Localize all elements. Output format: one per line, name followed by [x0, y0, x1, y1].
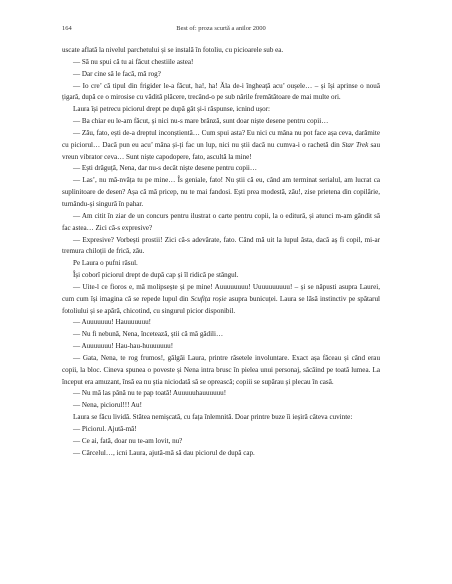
- text-run: — Să nu spui că tu ai făcut chestiile astea!: [73, 57, 194, 66]
- paragraph: [62, 448, 380, 460]
- body-text: [62, 45, 380, 460]
- paragraph: [62, 235, 380, 259]
- text-run: — Nu fi nebună, Nena, încetează, știi că mă gâdili…: [73, 330, 224, 339]
- paragraph: [62, 45, 380, 57]
- page-number: 164: [62, 25, 72, 32]
- paragraph: [62, 175, 380, 211]
- text-run: sau vreun vibrator ceva… Sunt niște capodopere, fato, ascultă la mine!: [62, 140, 380, 161]
- paragraph: [62, 388, 380, 400]
- paragraph: [62, 211, 380, 235]
- text-run: — Nena, piciorul!!! Au!: [73, 401, 142, 410]
- text-run: — Piciorul. Ajută-mă!: [73, 425, 137, 433]
- paragraph: [62, 341, 380, 353]
- paragraph: [62, 424, 380, 436]
- italic-title: Scufița roșie: [190, 294, 227, 303]
- text-run: — Las’, nu mă-nvăța tu pe mine… Îs geniale, fato! Nu știi că eu, când am terminat serialul, am lucrat ca suplinitoare de desen? Așa că mă pricep, nu te mai fandosi. Ești prea modestă, zău!, zise prietena din copilărie, turnându-și singură în pahar.: [62, 176, 380, 208]
- text-run: — Ce ai, fată, doar nu te-am lovit, nu?: [73, 436, 183, 445]
- running-title: Best of: proza scurtă a anilor 2000: [176, 25, 266, 32]
- text-run: — Dar cine să le facă, mă rog?: [73, 69, 161, 78]
- text-run: Își coborî piciorul drept de după cap și îl ridică pe stângul.: [73, 271, 239, 280]
- paragraph: [62, 436, 380, 448]
- text-run: — Nu mă las până nu te pap toată! Auuuuuhauuuuuu!: [73, 389, 227, 398]
- paragraph: [62, 163, 380, 175]
- text-run: uscate aflată la nivelul parchetului și se instală în fotoliu, cu picioarele sub ea.: [62, 46, 284, 54]
- text-run: Laura își petrecu piciorul drept pe după gât și-i răspunse, icnind ușor:: [73, 105, 270, 114]
- page-header: [62, 24, 380, 34]
- paragraph: [62, 128, 380, 164]
- paragraph: [62, 104, 380, 116]
- text-run: — Io cre’ că tipul din frigider le-a făcut, ha!, ha! Ăla de-i îngheață acu’ oușele… – și își aprinse o nouă țigară, după ce o mirosise cu vădită plăcere, trecând-o pe sub nările fremătătoare de mai multe ori.: [62, 81, 380, 102]
- paragraph: [62, 412, 380, 424]
- paragraph: [62, 282, 380, 318]
- paragraph: [62, 57, 380, 69]
- text-run: asupra bunicuței. Laura se lăsă instinctiv pe spătarul fotoliului și se apără, chicotind, cu singurul picior disponibil.: [62, 294, 380, 315]
- italic-title: Star Trek: [341, 140, 369, 149]
- paragraph: [62, 81, 380, 105]
- text-run: — Uite-l ce fioros e, mă molipsește și pe mine! Auuuuuuuu! Uuuuuuuuuu! – și se năpusti asupra Laurei, cum cum își imagina că se repede lupul din: [62, 282, 380, 303]
- paragraph: [62, 353, 380, 389]
- text-run: — Am citit în ziar de un concurs pentru ilustrat o carte pentru copii, la o editură, și atunci m-am gândit să fac astea… Zici că-s expresive?: [62, 211, 380, 232]
- paragraph: [62, 116, 380, 128]
- text-run: — Auuuuuuu! Hauuuuuuu!: [73, 318, 152, 327]
- text-run: — Zău, fato, ești de-a dreptul inconștientă… Cum spui asta? Eu nici cu mâna nu pot face așa ceva, darămite cu piciorul… Dacă pun eu acu’ mâna și-ți fac un lup, nici nu știi dacă nu cumva-i o rachetă din: [62, 128, 380, 149]
- text-run: — Auuuuuuu! Hau-hau-huuuuuuu!: [73, 342, 174, 351]
- text-run: Laura se făcu lividă. Stătea nemișcată, cu fața înlemnită. Doar printre buze îi ieșiră câteva cuvinte:: [73, 413, 353, 422]
- paragraph: [62, 258, 380, 270]
- text-run: — Ba chiar eu le-am făcut, și nici nu-s mare brânză, sunt doar niște desene pentru copii…: [73, 117, 329, 126]
- text-run: — Expresive? Vorbești prostii! Zici că-s adevărate, fato. Când mă uit la lupul ăsta, dacă aș fi copil, mi-ar tremura chiloții de frică, zău.: [62, 235, 380, 256]
- paragraph: [62, 317, 380, 329]
- text-run: — Gata, Nena, te rog frumos!, gâlgâi Laura, printre râsetele involuntare. Exact așa făceau și când erau copii, la bloc. Cineva spunea o poveste și Nena intra brusc în pielea unui personaj, sâcâind pe toată lumea. La început era amuzant, însă ea nu știa niciodată să se oprească; copiii se supărau și plecau în casă.: [62, 353, 380, 386]
- paragraph: [62, 329, 380, 341]
- text-run: — Ești drăguță, Nena, dar nu-s decât niște desene pentru copii…: [73, 164, 257, 173]
- paragraph: [62, 400, 380, 412]
- paragraph: [62, 69, 380, 81]
- text-run: Pe Laura o pufni râsul.: [73, 259, 138, 268]
- text-run: — Cârcelul…, icni Laura, ajută-mă să dau piciorul de după cap.: [73, 448, 255, 457]
- paragraph: [62, 270, 380, 282]
